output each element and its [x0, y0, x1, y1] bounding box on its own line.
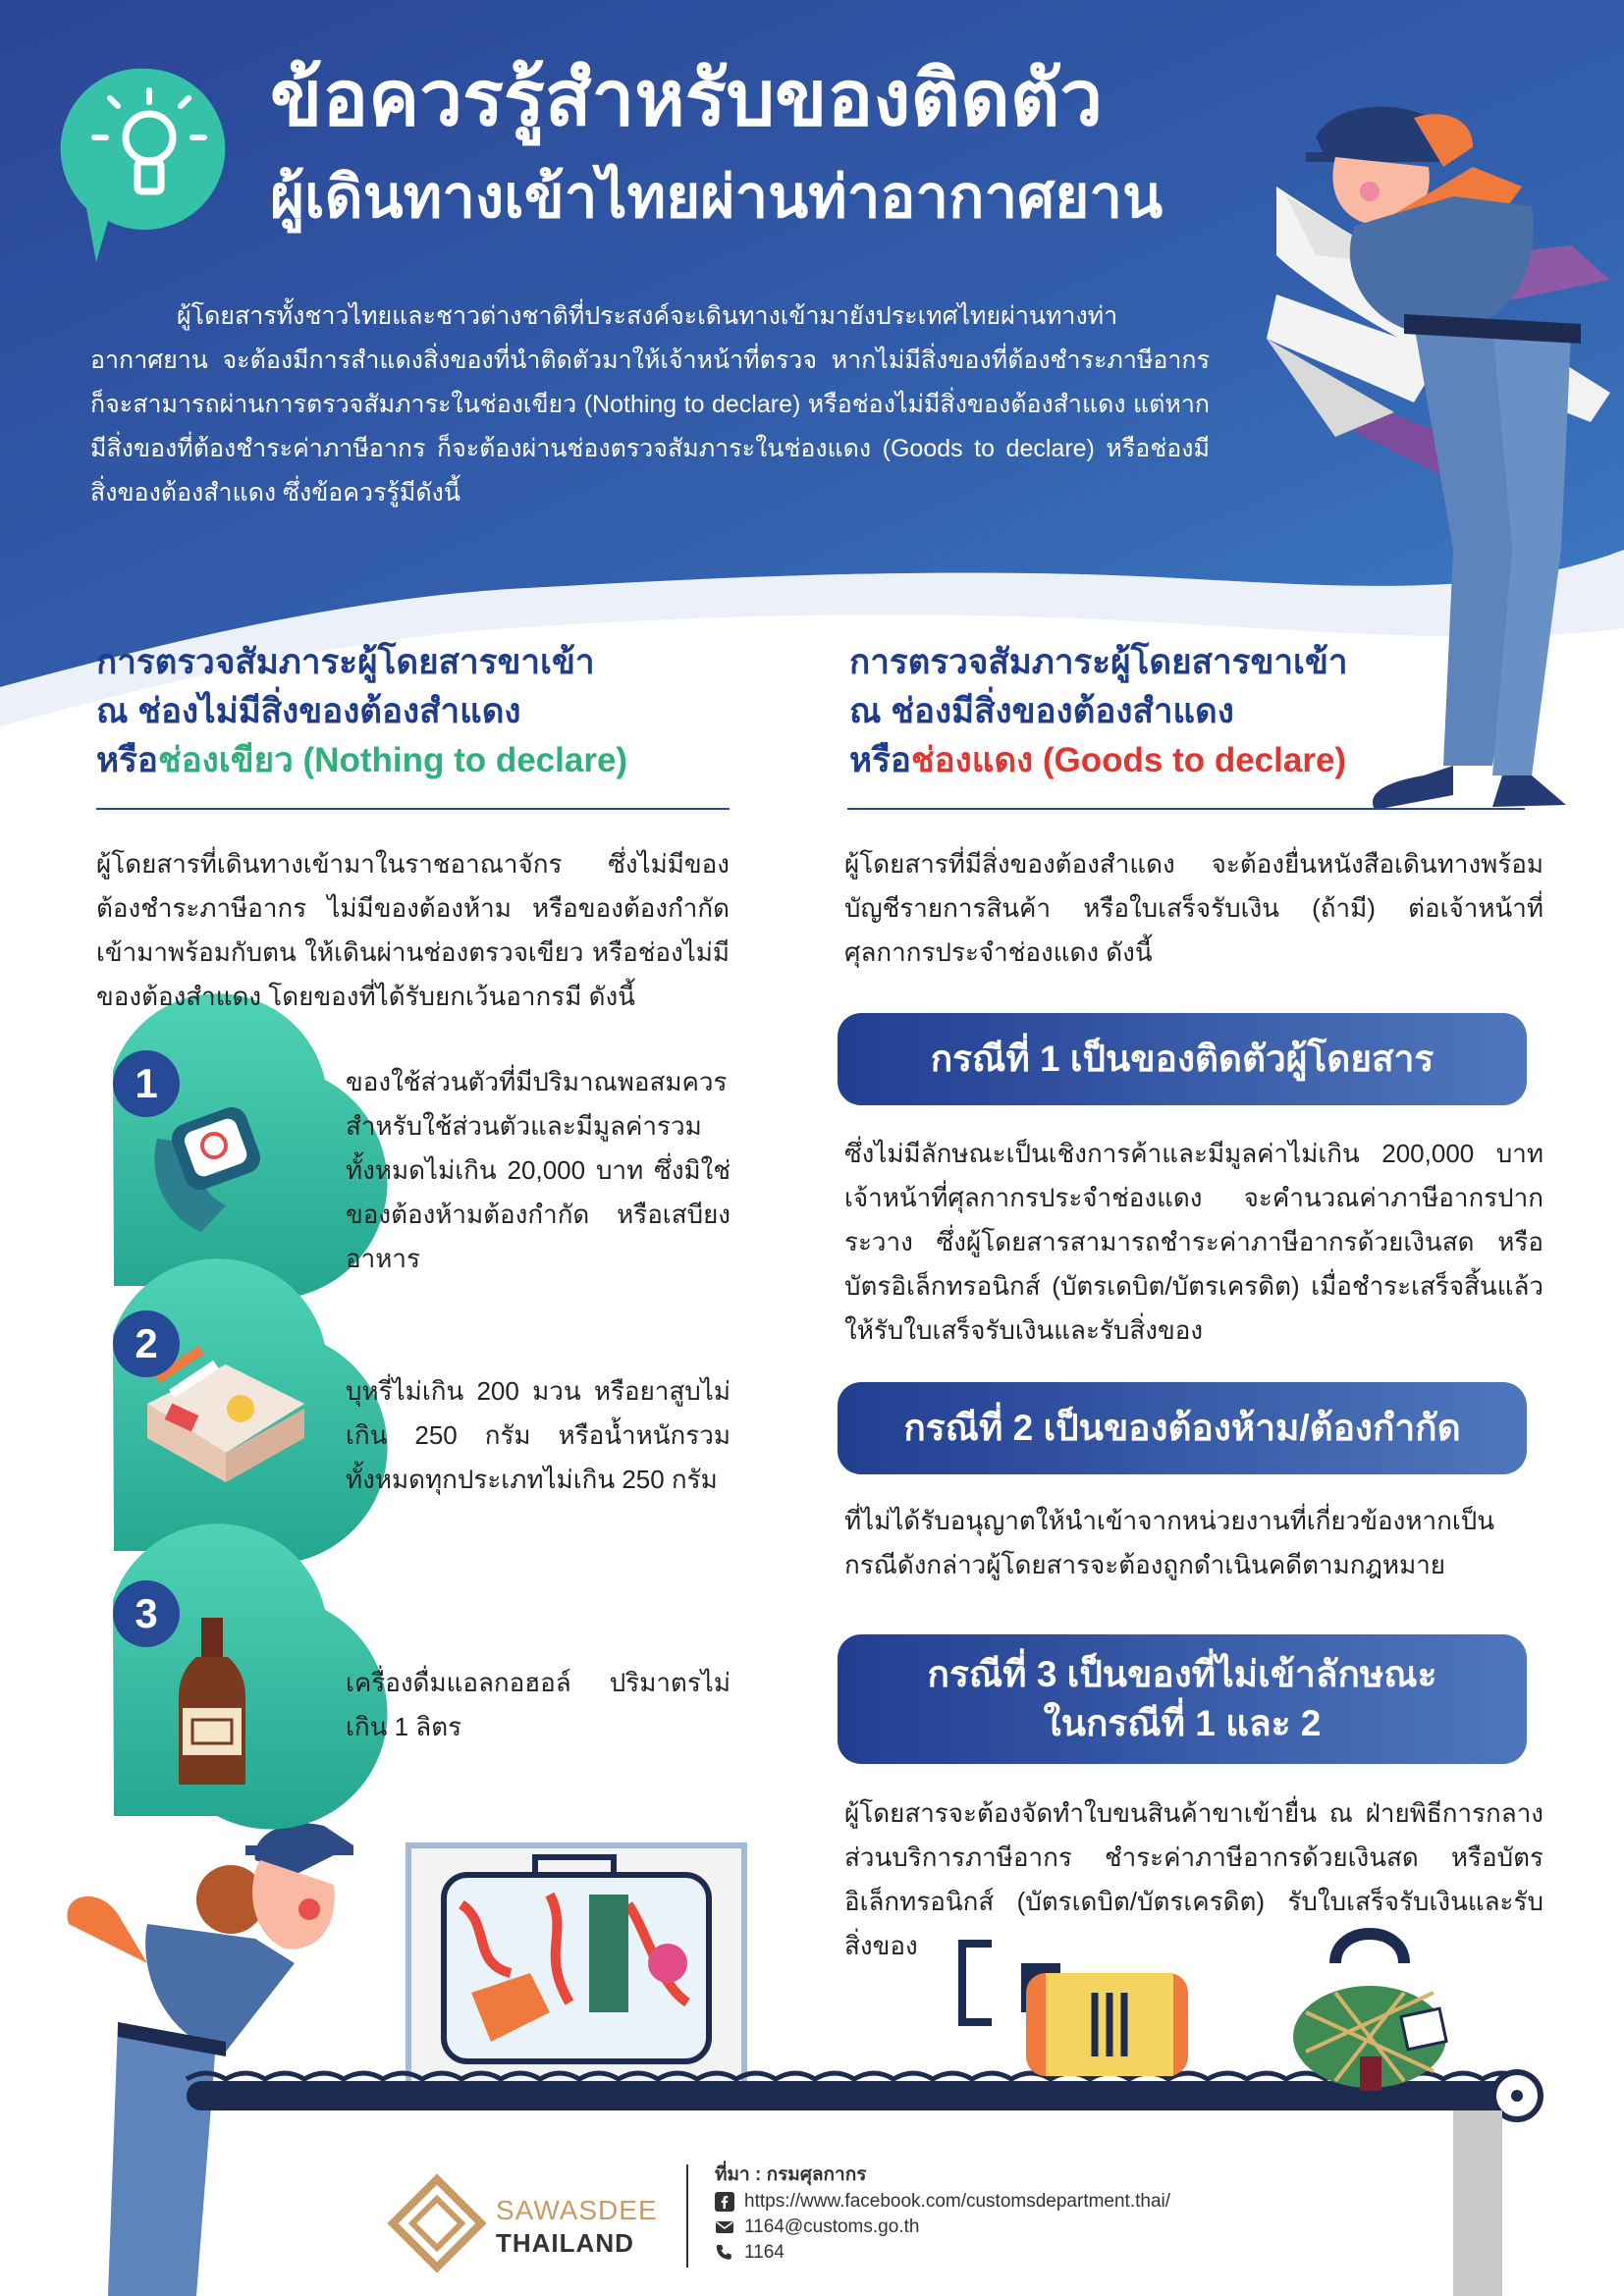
source-label: ที่มา : กรมศุลกากร [715, 2164, 867, 2185]
right-divider [847, 808, 1525, 810]
mail-icon [715, 2217, 734, 2237]
case-2-title: กรณีที่ 2 เป็นของต้องห้าม/ต้องกำกัด [838, 1382, 1527, 1474]
right-body: ผู้โดยสารที่มีสิ่งของต้องสำแดง จะต้องยื่นหนังสือเดินทางพร้อมบัญชีรายการสินค้า หรือใบเสร็จรับเงิน (ถ้ามี) ต่อเจ้าหน้าที่ศุลกากรประจำช่องแดง ดังนี้ [844, 849, 1543, 967]
brand-country: THAILAND [496, 2228, 634, 2258]
item-number-badge: 1 [113, 1050, 180, 1117]
item-text: บุหรี่ไม่เกิน 200 มวน หรือยาสูบไม่เกิน 250 กรัม หรือน้ำหนักรวมทั้งหมดทุกประเภทไม่เกิน 250 กรัม [346, 1376, 731, 1494]
page-title: ข้อควรรู้สำหรับของติดตัว [270, 55, 1104, 141]
facebook-icon [715, 2192, 734, 2212]
suitcase-illustration [408, 1845, 744, 2091]
intro-paragraph: ผู้โดยสารทั้งชาวไทยและชาวต่างชาติที่ประสงค์จะเดินทางเข้ามายังประเทศไทยผ่านทางท่าอากาศยาน จะต้องมีการสำแดงสิ่งของที่นำติดตัวมาให้เจ้าหน้าที่ตรวจ หากไม่มีสิ่งของที่ต้องชำระภาษีอากร ก็จะสามารถผ่านการตรวจสัมภาระในช่องเขียว (Nothing to declare) หรือช่องไม่มีสิ่งของต้องสำแดง แต่หากมีสิ่งของที่ต้องชำระค่าภาษีอากร ก็จะต้องผ่านช่องตรวจสัมภาระในช่องแดง (Goods to declare) หรือช่องมีสิ่งของต้องสำแดง ซึ่งข้อควรรู้มีดังนี้ [90, 302, 1210, 507]
email-address[interactable]: 1164@customs.go.th [744, 2216, 920, 2237]
case-3-title: กรณีที่ 3 เป็นของที่ไม่เข้าลักษณะ ในกรณีที่ 1 และ 2 [838, 1634, 1527, 1764]
officer-female-illustration [67, 1823, 353, 2296]
email-link[interactable] [715, 2216, 919, 2238]
item-number-badge: 3 [113, 1580, 180, 1647]
right-section-heading: การตรวจสัมภาระผู้โดยสารขาเข้า ณ ช่องมีสิ่งของต้องสำแดง หรือช่องแดง (Goods to declare) [849, 643, 1348, 779]
item-text: เครื่องดื่มแอลกอฮอล์ ปริมาตรไม่เกิน 1 ลิตร [346, 1668, 731, 1741]
page-subtitle: ผู้เดินทางเข้าไทยผ่านท่าอากาศยาน [270, 164, 1164, 230]
case-2-text: ที่ไม่ได้รับอนุญาตให้นำเข้าจากหน่วยงานที่เกี่ยวข้องหากเป็นกรณีดังกล่าวผู้โดยสารจะต้องถูกดำเนินคดีตามกฎหมาย [844, 1506, 1494, 1579]
item-text: ของใช้ส่วนตัวที่มีปริมาณพอสมควรสำหรับใช้ส่วนตัวและมีมูลค่ารวมทั้งหมดไม่เกิน 20,000 บาท ซึ่งมิใช่ของต้องห้ามต้องกำกัด หรือเสบียงอาหาร [346, 1067, 731, 1273]
facebook-url[interactable]: https://www.facebook.com/customsdepartment.thai/ [744, 2191, 1171, 2212]
brand-name: SAWASDEE [496, 2195, 658, 2225]
sawasdee-logo-icon [393, 2179, 481, 2268]
left-section-heading: การตรวจสัมภาระผู้โดยสารขาเข้า ณ ช่องไม่มีสิ่งของต้องสำแดง หรือช่องเขียว (Nothing to declare) [96, 643, 628, 779]
left-divider [96, 808, 730, 810]
case-1-text: ซึ่งไม่มีลักษณะเป็นเชิงการค้าและมีมูลค่าไม่เกิน 200,000 บาท เจ้าหน้าที่ศุลกากรประจำช่องแดง จะคำนวณค่าภาษีอากรปากระวาง ซึ่งผู้โดยสารสามารถชำระค่าภาษีอากรด้วยเงินสด หรือบัตรอิเล็กทรอนิกส์ (บัตรเดบิต/บัตรเครดิต) เมื่อชำระเสร็จสิ้นแล้วให้รับใบเสร็จรับเงินและรับสิ่งของ [844, 1139, 1543, 1345]
item-number-badge: 2 [113, 1310, 180, 1377]
phone-number[interactable]: 1164 [744, 2242, 785, 2263]
case-3-text: ผู้โดยสารจะต้องจัดทำใบขนสินค้าขาเข้ายื่น ณ ฝ่ายพิธีการกลางส่วนบริการภาษีอากร ชำระค่าภาษีอากรด้วยเงินสด หรือบัตรอิเล็กทรอนิกส์ (บัตรเดบิต/บัตรเครดิต) รับใบเสร็จรับเงินและรับสิ่งของ [844, 1798, 1543, 1960]
case-1-title: กรณีที่ 1 เป็นของติดตัวผู้โดยสาร [838, 1013, 1527, 1105]
phone-icon [715, 2243, 734, 2263]
facebook-link[interactable] [715, 2191, 1170, 2213]
left-body: ผู้โดยสารที่เดินทางเข้ามาในราชอาณาจักร ซึ่งไม่มีของต้องชำระภาษีอากร ไม่มีของต้องห้าม หรือของต้องกำกัดเข้ามาพร้อมกับตน ให้เดินผ่านช่องตรวจเขียว หรือช่องไม่มีของต้องสำแดง โดยของที่ได้รับยกเว้นอากรมี ดังนี้ [96, 849, 730, 1011]
phone-link[interactable] [715, 2242, 785, 2264]
